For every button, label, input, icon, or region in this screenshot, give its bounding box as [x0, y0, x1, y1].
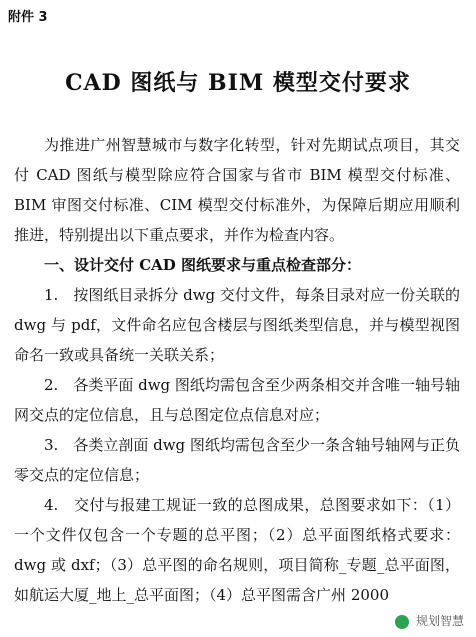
list-item: 4. 交付与报建工规证一致的总图成果，总图要求如下：（1）一个文件仅包含一个专题的总平图；（2）总平面图纸格式要求：dwg 或 dxf；（3）总平图的命名规则，项目简称_专题_总平面图，如航运大厦_地上_总平面图；（4）总平图需含广州 2000	[14, 496, 460, 604]
list-item: 1. 按图纸目录拆分 dwg 交付文件，每条目录对应一份关联的 dwg 与 pdf，文件命名应包含楼层与图纸类型信息，并与模型视图命名一致或具备统一关联关系；	[14, 286, 460, 364]
section-heading: 一、设计交付 CAD 图纸要求与重点检查部分：	[44, 256, 362, 274]
watermark-text: 规划智慧	[415, 614, 464, 628]
list-item: 2. 各类平面 dwg 图纸均需包含至少两条相交并含唯一轴号轴网交点的定位信息，且与总图定位点信息对应；	[14, 376, 460, 424]
intro-paragraph: 为推进广州智慧城市与数字化转型，针对先期试点项目，其交付 CAD 图纸与模型除应符合国家与省市 BIM 模型交付标准、BIM 审图交付标准、CIM 模型交付标准外，为保障后期应用顺利推进，特别提出以下重点要求，并作为检查内容。	[14, 136, 460, 244]
list-item: 3. 各类立剖面 dwg 图纸均需包含至少一条含轴号轴网与正负零交点的定位信息；	[14, 436, 460, 484]
document-title: CAD 图纸与 BIM 模型交付要求	[65, 70, 411, 96]
attachment-label: 附件 3	[8, 10, 48, 25]
document-body	[14, 130, 460, 610]
watermark	[391, 610, 468, 631]
wechat-icon	[395, 615, 409, 629]
